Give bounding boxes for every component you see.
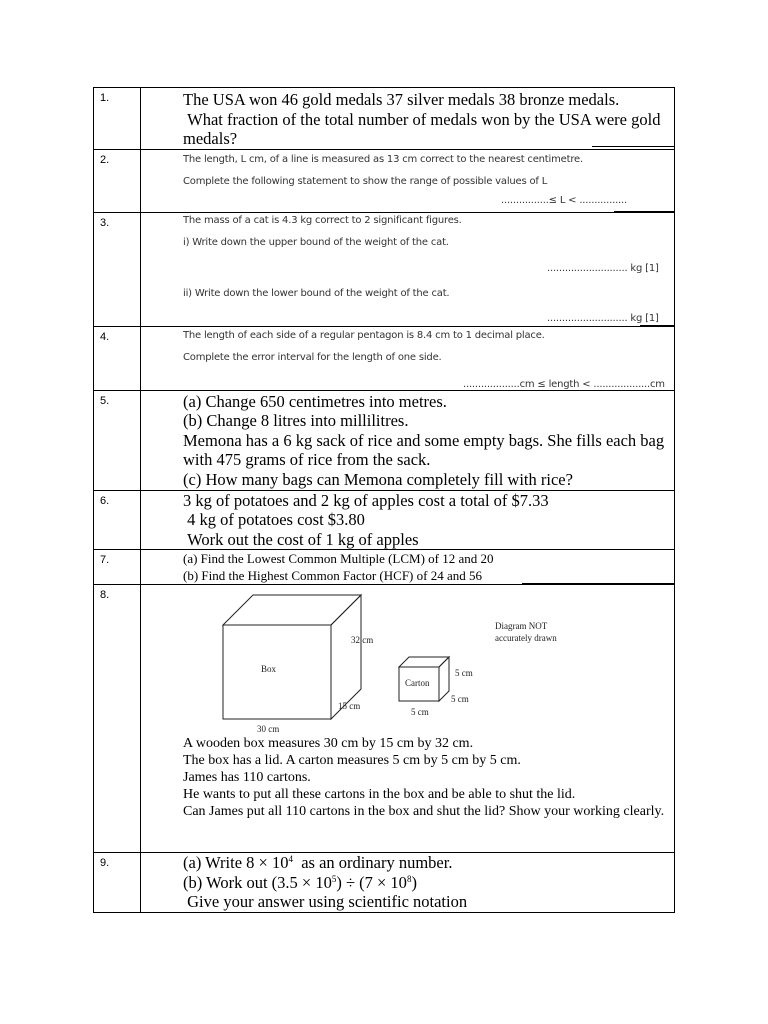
question-text: He wants to put all these cartons in the box and be able to shut the lid. <box>183 787 576 802</box>
question-text: Memona has a 6 kg sack of rice and some empty bags. She fills each bag with 475 grams of rice from the sack. <box>183 430 665 469</box>
answer-blank[interactable]: ................≤ L < ................ <box>501 194 627 206</box>
box-front-face <box>223 625 331 719</box>
question-text: The length of each side of a regular pentagon is 8.4 cm to 1 decimal place. <box>183 329 545 341</box>
question-text: Complete the following statement to show the range of possible values of L <box>183 175 548 187</box>
question-text: (b) Change 8 litres into millilitres. <box>183 411 409 430</box>
question-number: 1. <box>94 88 141 150</box>
question-body <box>141 88 675 150</box>
question-text: Give your answer using scientific notation <box>183 892 468 911</box>
question-text: The box has a lid. A carton measures 5 cm by 5 cm by 5 cm. <box>183 753 521 768</box>
question-table <box>93 87 675 913</box>
question-number: 6. <box>94 490 141 550</box>
answer-blank[interactable]: ........................... kg [1] <box>547 312 659 324</box>
carton-top-face <box>399 657 449 667</box>
question-row-3 <box>94 212 675 326</box>
box-label: Box <box>261 664 277 674</box>
diagram-note: accurately drawn <box>495 633 557 643</box>
question-text: (b) Work out $(3.5 \times 10^5) \div (7 \times 10^8)$ <box>183 872 417 892</box>
question-text: The length, L cm, of a line is measured as 13 cm correct to the nearest centimetre. <box>183 153 583 165</box>
question-body <box>141 390 675 490</box>
question-number: 2. <box>94 149 141 212</box>
question-body <box>141 490 675 550</box>
question-row-1 <box>94 88 675 150</box>
question-number: 4. <box>94 326 141 390</box>
question-row-6 <box>94 490 675 550</box>
question-text: (b) Find the Highest Common Factor (HCF) of 24 and 56 <box>183 567 482 583</box>
question-text: Work out the cost of 1 kg of apples <box>183 529 419 549</box>
question-text-block <box>183 735 670 820</box>
question-text: Can James put all 110 cartons in the box and shut the lid? Show your working clearly. <box>183 804 665 819</box>
question-number: 8. <box>94 585 141 853</box>
question-part: i) Write down the upper bound of the weight of the cat. <box>183 236 449 248</box>
question-text: James has 110 cartons. <box>183 770 311 785</box>
carton-label: Carton <box>405 678 430 688</box>
question-row-2 <box>94 149 675 212</box>
answer-line <box>592 146 674 147</box>
carton-height-label: 5 cm <box>455 668 473 678</box>
box-height-label: 32 cm <box>351 635 374 645</box>
question-row-4 <box>94 326 675 390</box>
question-body <box>141 550 675 585</box>
question-part: ii) Write down the lower bound of the weight of the cat. <box>183 287 450 299</box>
box-top-face <box>223 595 361 625</box>
question-row-7 <box>94 550 675 585</box>
answer-blank[interactable]: ........................... kg [1] <box>547 262 659 274</box>
box-carton-diagram <box>183 591 603 741</box>
question-text: The USA won 46 gold medals 37 silver medals 38 bronze medals. <box>183 90 620 109</box>
diagram-note: Diagram NOT <box>495 621 548 631</box>
question-number: 7. <box>94 550 141 585</box>
question-text: 4 kg of potatoes cost $3.80 <box>183 510 365 529</box>
question-text: 3 kg of potatoes and 2 kg of apples cost a total of $7.33 <box>183 490 549 510</box>
question-number: 9. <box>94 853 141 913</box>
question-text: (a) Find the Lowest Common Multiple (LCM) of 12 and 20 <box>183 551 494 566</box>
question-body <box>141 853 675 913</box>
box-width-label: 30 cm <box>257 724 280 734</box>
question-body <box>141 326 675 390</box>
question-body <box>141 585 675 853</box>
question-row-9 <box>94 853 675 913</box>
question-text: What fraction of the total number of medals won by the USA were gold medals? <box>183 109 665 148</box>
question-text: Complete the error interval for the length of one side. <box>183 351 442 363</box>
carton-depth-label: 5 cm <box>451 694 469 704</box>
question-number: 5. <box>94 390 141 490</box>
carton-width-label: 5 cm <box>411 707 429 717</box>
question-row-5 <box>94 390 675 490</box>
question-text: (a) Write $8 \times 10^4$ as an ordinary number. <box>183 853 453 872</box>
question-text: A wooden box measures 30 cm by 15 cm by 32 cm. <box>183 736 474 751</box>
question-row-8 <box>94 585 675 853</box>
question-body <box>141 212 675 326</box>
answer-blank[interactable]: ...................cm ≤ length < ...................cm <box>463 378 665 390</box>
question-text: (a) Change 650 centimetres into metres. <box>183 391 447 411</box>
question-text: (c) How many bags can Memona completely fill with rice? <box>183 469 573 489</box>
question-text: The mass of a cat is 4.3 kg correct to 2 significant figures. <box>183 214 462 226</box>
carton-side-face <box>439 657 449 701</box>
question-body <box>141 149 675 212</box>
box-depth-label: 15 cm <box>338 701 361 711</box>
question-number: 3. <box>94 212 141 326</box>
